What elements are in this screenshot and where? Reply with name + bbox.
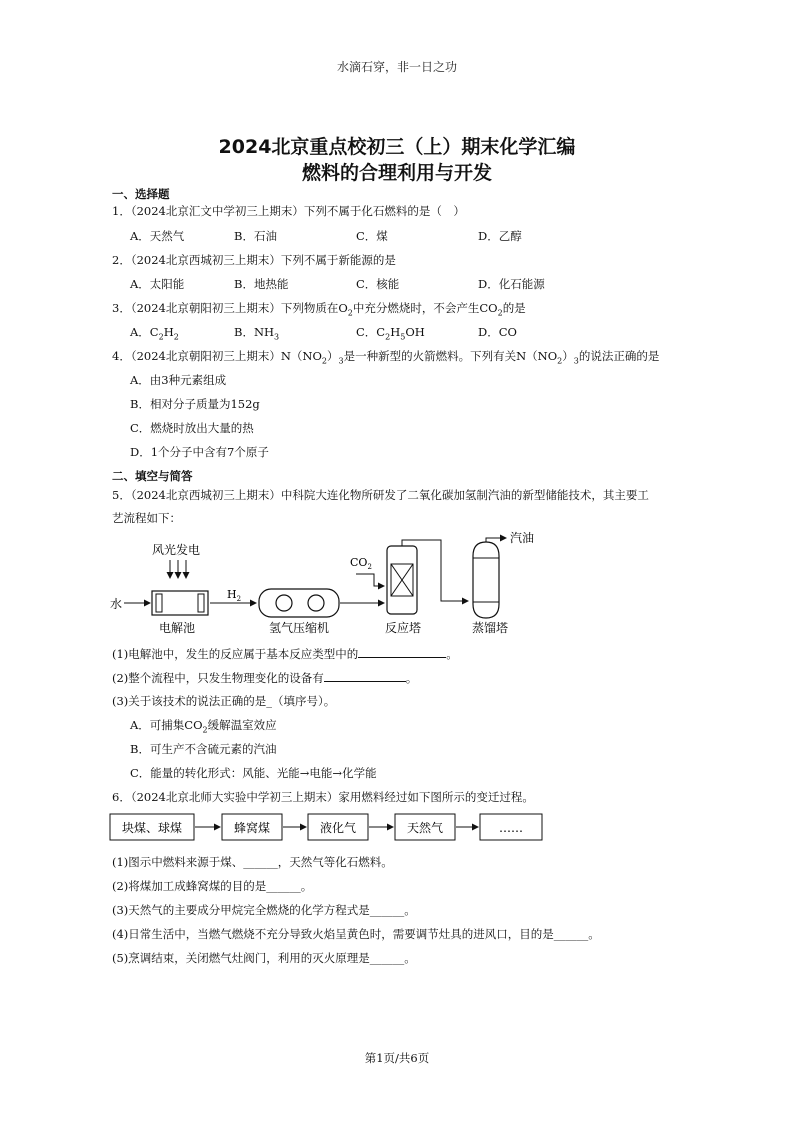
- question-5: 5．（2024北京西城初三上期末）中科院大连化物所研发了二氧化碳加氢制汽油的新型储能技术，其主要工: [112, 488, 649, 502]
- q3-option-c: C．$C_2H_5OH$: [356, 325, 425, 342]
- gasoline-label: 汽油: [510, 531, 535, 545]
- q6-sub5: (5)烹调结束，关闭燃气灶阀门，利用的灭火原理是______。: [112, 951, 416, 965]
- process-flow-diagram: [106, 528, 566, 638]
- distiller-label: 蒸馏塔: [472, 621, 509, 635]
- question-3: 3．（2024北京朝阳初三上期末）下列物质在$O_2$中充分燃烧时，不会产生$CO_2$的是: [112, 301, 526, 318]
- question-2: 2．（2024北京西城初三上期末）下列不属于新能源的是: [112, 253, 396, 267]
- q5-option-b: B．可生产不含硫元素的汽油: [130, 742, 277, 756]
- q5-sub2: (2)整个流程中，只发生物理变化的设备有 。: [112, 671, 418, 685]
- gasoline-arrow: [486, 538, 506, 542]
- q5-sub3: (3)关于该技术的说法正确的是_（填序号）。: [112, 694, 336, 708]
- document-title: 2024北京重点校初三（上）期末化学汇编: [218, 136, 576, 158]
- q3-option-d: D．CO: [478, 325, 517, 339]
- q4-option-a: A．由3种元素组成: [130, 373, 227, 387]
- flow-text-lpg: 液化气: [319, 821, 357, 835]
- reactor-label: 反应塔: [385, 621, 422, 635]
- q6-sub2: (2)将煤加工成蜂窝煤的目的是______。: [112, 879, 313, 893]
- question-1: 1．（2024北京汇文中学初三上期末）下列不属于化石燃料的是（ ）: [112, 204, 465, 218]
- compressor-label: 氢气压缩机: [269, 621, 330, 635]
- flow-text-natural-gas: 天然气: [406, 821, 444, 835]
- fuel-evolution-flow: [108, 810, 548, 846]
- section-heading-fill: 二、填空与简答: [112, 469, 193, 483]
- wind-solar-label: 风光发电: [152, 543, 201, 557]
- q4-option-d: D．1个分子中含有7个原子: [130, 445, 269, 459]
- q5-option-c: C．能量的转化形式：风能、光能→电能→化学能: [130, 766, 377, 780]
- q4-option-c: C．燃烧时放出大量的热: [130, 421, 254, 435]
- answer-blank: [358, 645, 446, 658]
- q2-option-d: D．化石能源: [478, 277, 545, 291]
- q2-option-b: B．地热能: [234, 277, 289, 291]
- q1-option-d: D．乙醇: [478, 229, 522, 243]
- h2-label: $H_2$: [227, 588, 242, 603]
- q5-option-a: A．可捕集$CO_2$缓解温室效应: [130, 718, 277, 735]
- q5-sub1: (1)电解池中，发生的反应属于基本反应类型中的 。: [112, 647, 458, 661]
- question-6: 6．（2024北京北师大实验中学初三上期末）家用燃料经过如下图所示的变迁过程。: [112, 790, 534, 804]
- page-footer: 第1页/共6页: [364, 1051, 430, 1065]
- q6-sub1: (1)图示中燃料来源于煤、______，天然气等化石燃料。: [112, 855, 393, 869]
- electrolyzer-label: 电解池: [159, 621, 196, 635]
- q2-option-a: A．太阳能: [130, 277, 185, 291]
- compressor-body: [259, 589, 339, 617]
- answer-blank: [324, 669, 406, 682]
- flow-text-honeycomb-coal: 蜂窝煤: [233, 821, 271, 835]
- co2-label: $CO_2$: [350, 556, 372, 571]
- section-heading-choice: 一、选择题: [112, 187, 170, 201]
- flow-text-lump-coal: 块煤、球煤: [121, 821, 183, 835]
- q1-option-a: A．天然气: [130, 229, 185, 243]
- q3-option-a: A．$C_2H_2$: [130, 325, 179, 342]
- q6-sub3: (3)天然气的主要成分甲烷完全燃烧的化学方程式是______。: [112, 903, 416, 917]
- distillation-tower: [473, 542, 499, 618]
- question-5-line2: 艺流程如下：: [112, 511, 181, 525]
- q6-sub4: (4)日常生活中，当燃气燃烧不充分导致火焰呈黄色时，需要调节灶具的进风口，目的是______。: [112, 927, 600, 941]
- document-subtitle: 燃料的合理利用与开发: [301, 162, 492, 184]
- q1-option-c: C．煤: [356, 229, 388, 243]
- water-label: 水: [110, 597, 123, 611]
- q4-option-b: B．相对分子质量为152g: [130, 397, 260, 411]
- co2-arrow: [356, 574, 384, 586]
- question-4: 4．（2024北京朝阳初三上期末）$N(NO_2)_3$是一种新型的火箭燃料。下列有关$N(NO_2)_3$的说法正确的是: [112, 349, 660, 366]
- q2-option-c: C．核能: [356, 277, 400, 291]
- flow-text-ellipsis: ……: [499, 821, 523, 835]
- q1-option-b: B．石油: [234, 229, 277, 243]
- q3-option-b: B．$NH_3$: [234, 325, 280, 342]
- page-header: 水滴石穿，非一日之功: [336, 60, 457, 74]
- electrolyzer-tank: [152, 591, 208, 615]
